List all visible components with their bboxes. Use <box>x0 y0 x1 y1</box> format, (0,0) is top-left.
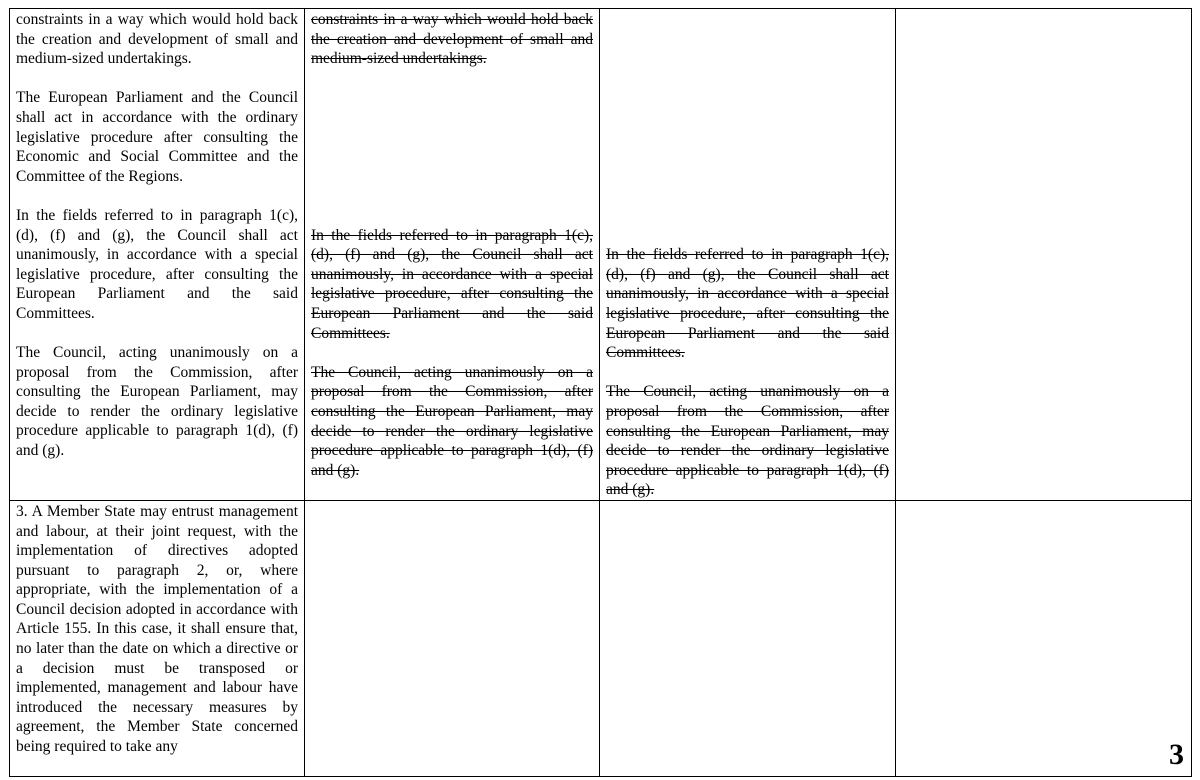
table-cell-deleted-text <box>600 9 896 501</box>
paragraph: The European Parliament and the Council shall act in accordance with the ordinary legislative procedure after consulting the Economic and Social Committee and the Committee of the Regions. <box>16 89 298 185</box>
page-number: 3 <box>1169 738 1184 771</box>
table-cell-empty <box>305 500 600 776</box>
paragraph: The Council, acting unanimously on a proposal from the Commission, after consulting the European Parliament, may decide to render the ordinary legislative procedure applicable to paragraph 1(d), (f) and (g). <box>16 344 298 460</box>
paragraph-spacer <box>16 69 298 89</box>
struck-paragraph: In the fields referred to in paragraph 1(c), (d), (f) and (g), the Council shall act unanimously, in accordance with a special legislative procedure, after consulting the European Parliament and the said Committees. <box>606 246 889 362</box>
paragraph-spacer <box>311 343 593 363</box>
paragraph-spacer <box>311 69 593 226</box>
comparison-table <box>9 8 1192 777</box>
paragraph-spacer <box>16 186 298 206</box>
table-cell-deleted-text <box>305 9 600 501</box>
struck-paragraph: In the fields referred to in paragraph 1(c), (d), (f) and (g), the Council shall act unanimously, in accordance with a special legislative procedure, after consulting the European Parliament and the said Committees. <box>311 226 593 342</box>
paragraph: In the fields referred to in paragraph 1(c), (d), (f) and (g), the Council shall act unanimously, in accordance with a special legislative procedure, after consulting the European Parliament and the said Committees. <box>16 206 298 322</box>
paragraph-spacer <box>606 363 889 383</box>
paragraph: constraints in a way which would hold back the creation and development of small and medium-sized undertakings. <box>16 11 298 68</box>
struck-paragraph: constraints in a way which would hold back the creation and development of small and medium-sized undertakings. <box>311 11 593 68</box>
table-cell-original-text <box>10 500 305 776</box>
struck-paragraph: The Council, acting unanimously on a proposal from the Commission, after consulting the European Parliament, may decide to render the ordinary legislative procedure applicable to paragraph 1(d), (f) and (g). <box>311 363 593 479</box>
table-cell-empty <box>600 500 896 776</box>
table-row <box>10 9 1192 501</box>
table-row <box>10 500 1192 776</box>
paragraph: 3. A Member State may entrust management and labour, at their joint request, with the implementation of directives adopted pursuant to paragraph 2, or, where appropriate, with the implementation of a Council decision adopted in accordance with Article 155. In this case, it shall ensure that, no later than the date on which a directive or a decision must be transposed or implemented, management and labour have introduced the necessary measures by agreement, the Member State concerned being required to take any <box>16 502 298 756</box>
table-cell-empty <box>896 500 1192 776</box>
struck-paragraph: The Council, acting unanimously on a proposal from the Commission, after consulting the European Parliament, may decide to render the ordinary legislative procedure applicable to paragraph 1(d), (f) and (g). <box>606 383 889 499</box>
table-cell-empty <box>896 9 1192 501</box>
paragraph-spacer <box>16 324 298 344</box>
paragraph-spacer <box>606 10 889 245</box>
table-cell-original-text <box>10 9 305 501</box>
